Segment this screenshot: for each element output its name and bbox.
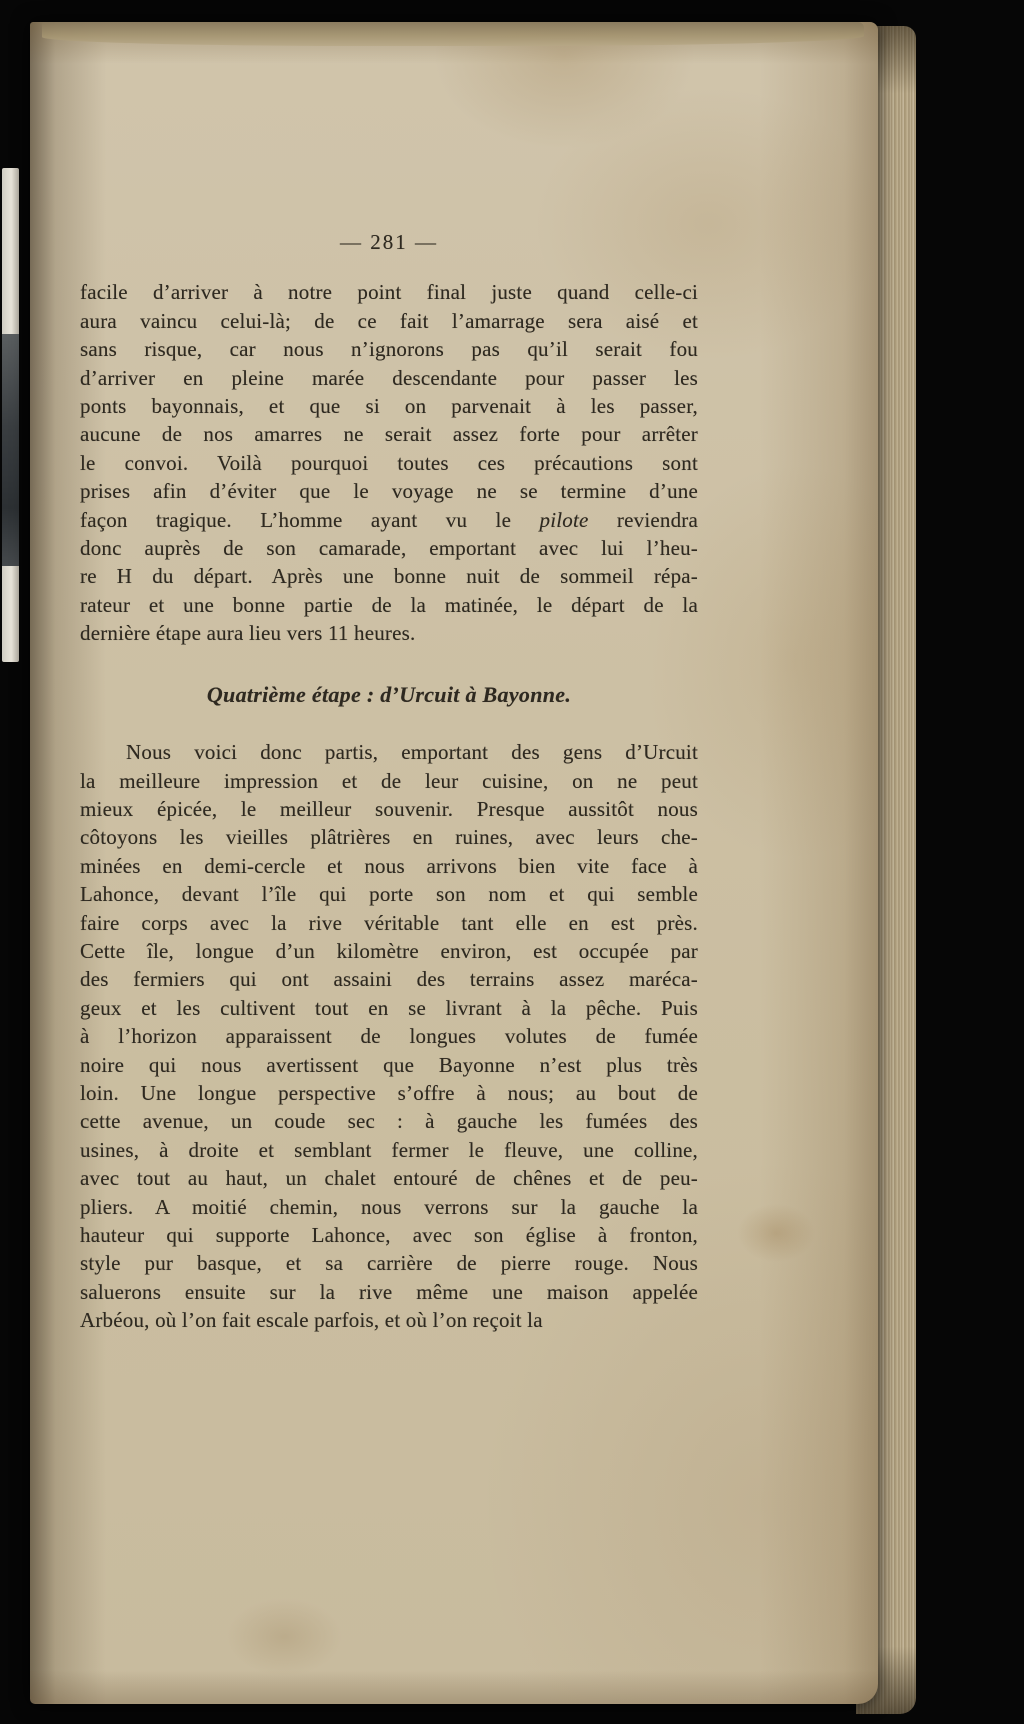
text-line: cette avenue, un coude sec : à gauche les fumées des xyxy=(80,1109,698,1134)
text-line: d’arriver en pleine marée descendante pour passer les xyxy=(80,365,698,390)
text-line: prises afin d’éviter que le voyage ne se termine d’une xyxy=(80,479,698,504)
paragraph-1 xyxy=(80,278,698,647)
text-line: à l’horizon apparaissent de longues volutes de fumée xyxy=(80,1024,698,1049)
text-block xyxy=(80,228,698,1335)
text-line: aura vaincu celui-là; de ce fait l’amarrage sera aisé et xyxy=(80,308,698,333)
text-segment: façon tragique. L’homme ayant vu le xyxy=(80,507,540,532)
text-line: mieux épicée, le meilleur souvenir. Presque aussitôt nous xyxy=(80,796,698,821)
text-line: sans risque, car nous n’ignorons pas qu’il serait fou xyxy=(80,337,698,362)
text-line: saluerons ensuite sur la rive même une maison appelée xyxy=(80,1279,698,1304)
text-line: Cette île, longue d’un kilomètre environ, est occupée par xyxy=(80,938,698,963)
text-line: la meilleure impression et de leur cuisine, on ne peut xyxy=(80,768,698,793)
text-line: hauteur qui supporte Lahonce, avec son église à fronton, xyxy=(80,1223,698,1247)
text-line: donc auprès de son camarade, emportant avec lui l’heu- xyxy=(80,536,698,561)
text-line: usines, à droite et semblant fermer le fleuve, une colline, xyxy=(80,1137,698,1162)
text-line: pliers. A moitié chemin, nous verrons sur la gauche la xyxy=(80,1194,698,1219)
facing-page-edge xyxy=(2,168,19,662)
text-segment: reviendra xyxy=(588,507,698,532)
text-line: re H du départ. Après une bonne nuit de sommeil répa- xyxy=(80,564,698,589)
text-line: Nous voici donc partis, emportant des gens d’Urcuit xyxy=(126,740,698,765)
paragraph-2 xyxy=(80,738,698,1335)
text-line: faire corps avec la rive véritable tant elle en est près. xyxy=(80,910,698,935)
text-line: minées en demi-cercle et nous arrivons bien vite face à xyxy=(80,853,698,878)
text-line: Arbéou, où l’on fait escale parfois, et où l’on reçoit la xyxy=(80,1308,543,1333)
facing-page-photo-fragment xyxy=(2,334,19,566)
text-line: geux et les cultivent tout en se livrant à la pêche. Puis xyxy=(80,995,698,1020)
text-line: ponts bayonnais, et que si on parvenait à les passer, xyxy=(80,394,698,419)
text-line: style pur basque, et sa carrière de pierre rouge. Nous xyxy=(80,1251,698,1276)
text-line: facile d’arriver à notre point final juste quand celle-ci xyxy=(80,280,698,305)
text-line: côtoyons les vieilles plâtrières en ruines, avec leurs che- xyxy=(80,825,698,850)
text-line: rateur et une bonne partie de la matinée, le départ de la xyxy=(80,592,698,617)
text-line: le convoi. Voilà pourquoi toutes ces précautions sont xyxy=(80,450,698,475)
italic-word: pilote xyxy=(539,507,589,532)
text-line: des fermiers qui ont assaini des terrains assez maréca- xyxy=(80,967,698,992)
text-line: noire qui nous avertissent que Bayonne n’est plus très xyxy=(80,1052,698,1077)
book-page xyxy=(30,22,878,1704)
text-line: loin. Une longue perspective s’offre à nous; au bout de xyxy=(80,1080,698,1105)
page-top-edge xyxy=(42,22,864,46)
section-heading: Quatrième étape : d’Urcuit à Bayonne. xyxy=(206,681,572,707)
text-line: Lahonce, devant l’île qui porte son nom et qui semble xyxy=(80,882,698,907)
text-line: dernière étape aura lieu vers 11 heures. xyxy=(80,621,416,646)
text-line: aucune de nos amarres ne serait assez forte pour arrêter xyxy=(80,422,698,447)
page-number: — 281 — xyxy=(340,230,438,254)
text-line xyxy=(80,506,698,534)
text-line: avec tout au haut, un chalet entouré de chênes et de peu- xyxy=(80,1166,698,1191)
